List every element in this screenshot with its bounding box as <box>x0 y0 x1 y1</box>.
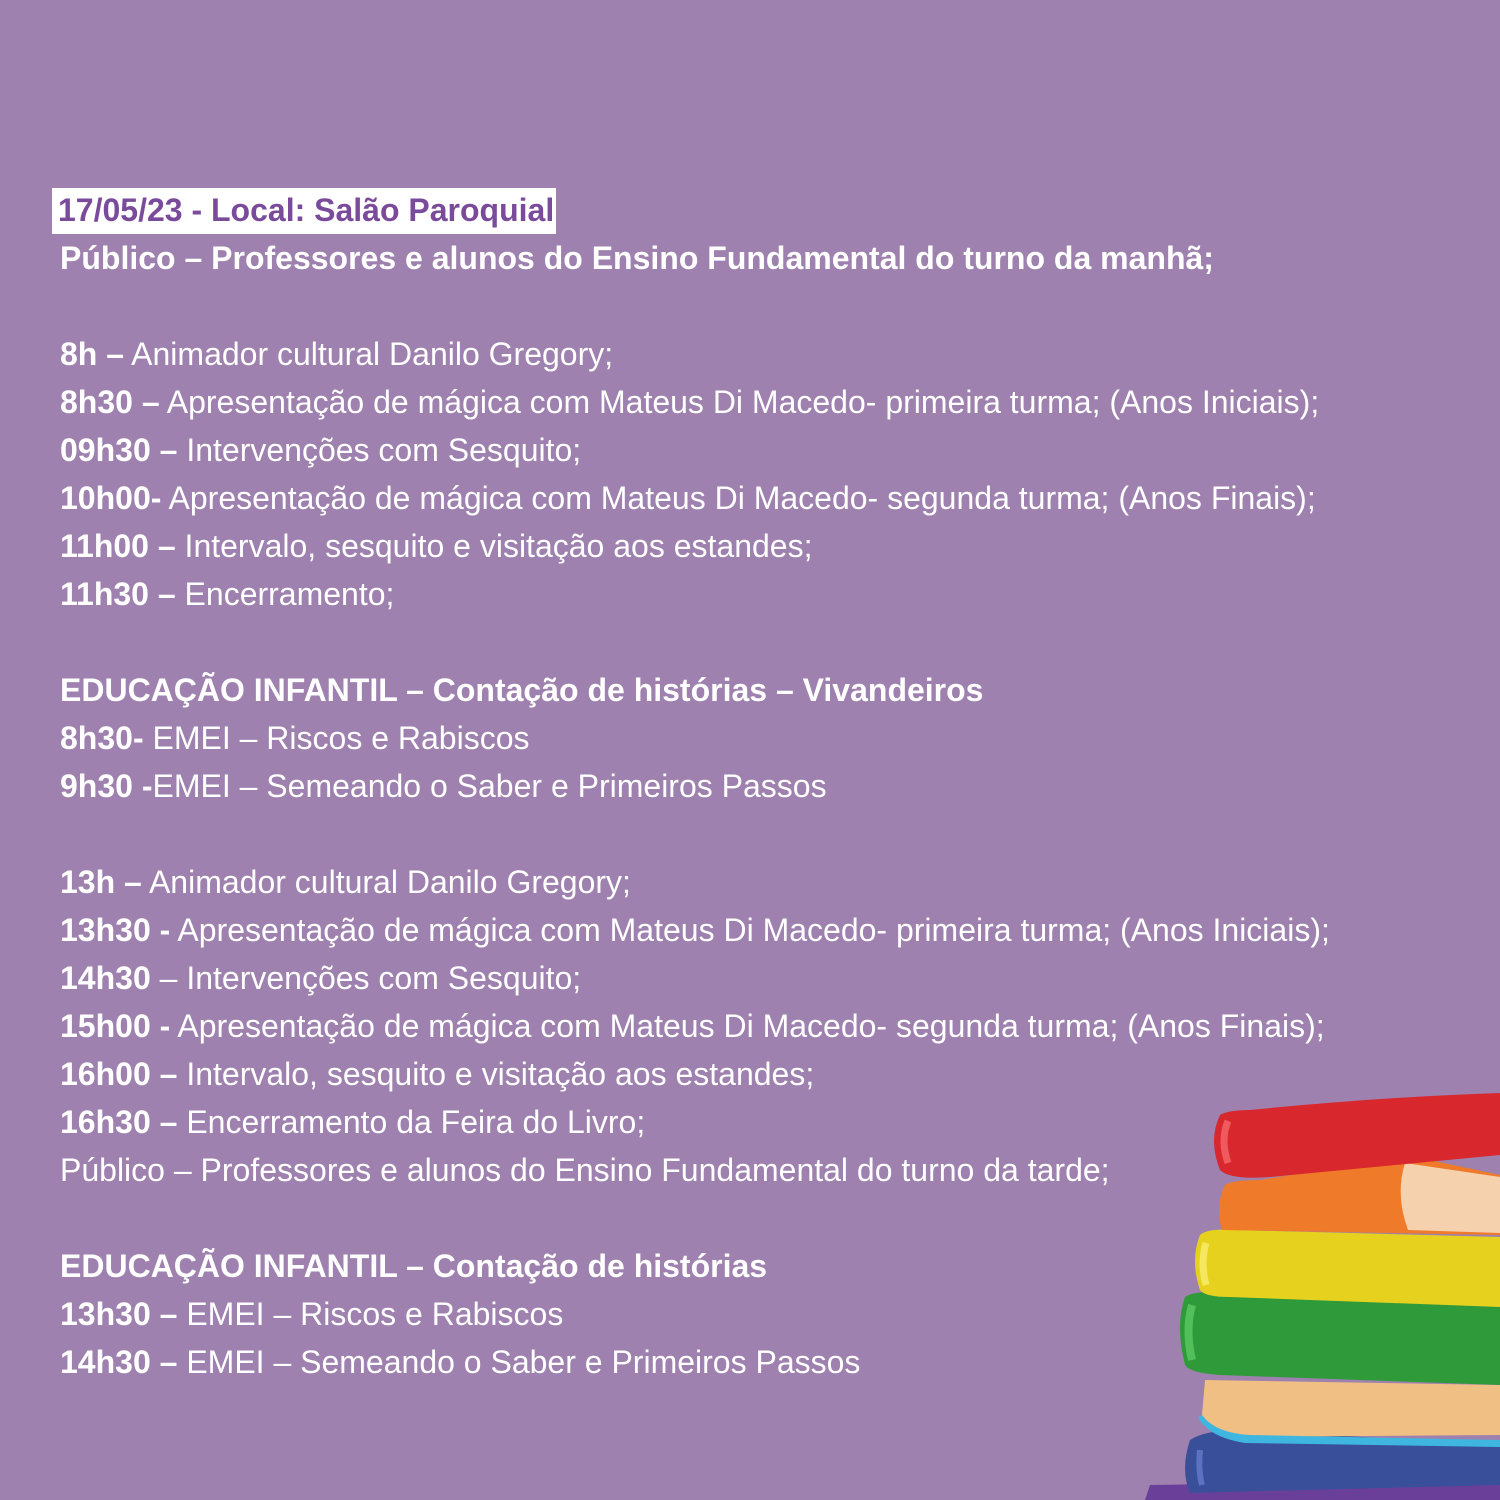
book-red-spine <box>1224 1121 1228 1163</box>
item-time: 10h00- <box>60 480 162 516</box>
book-green-spine <box>1189 1305 1193 1360</box>
infantil-manha-title: EDUCAÇÃO INFANTIL – Contação de histórias – Vivandeiros <box>60 672 984 708</box>
book-yellow <box>1195 1230 1500 1307</box>
book-blue-spine <box>1199 1450 1202 1485</box>
date-location-label: 17/05/23 - Local: Salão Paroquial <box>52 188 556 234</box>
item-time: 14h30 – <box>60 1344 178 1380</box>
spacer <box>60 810 1480 858</box>
item-text: Intervenções com Sesquito; <box>177 432 582 468</box>
item-time: 8h30 – <box>60 384 160 420</box>
schedule-item <box>60 954 1480 1002</box>
item-time: 16h00 – <box>60 1056 178 1092</box>
item-time: 09h30 – <box>60 432 178 468</box>
item-time: 16h30 – <box>60 1104 178 1140</box>
spacer <box>60 282 1480 330</box>
item-text: Apresentação de mágica com Mateus Di Macedo- primeira turma; (Anos Iniciais); <box>170 912 1330 948</box>
item-time: 13h30 – <box>60 1296 178 1332</box>
item-text: EMEI – Semeando o Saber e Primeiros Passos <box>177 1344 861 1380</box>
item-text: – Intervenções com Sesquito; <box>150 960 582 996</box>
item-time: 8h – <box>60 336 125 372</box>
item-time: 11h00 – <box>60 528 176 564</box>
item-time: 11h30 – <box>60 576 176 612</box>
item-text: Animador cultural Danilo Gregory; <box>124 336 614 372</box>
schedule-item <box>60 426 1480 474</box>
schedule-item <box>60 858 1480 906</box>
item-text: EMEI – Riscos e Rabiscos <box>143 720 530 756</box>
schedule-item <box>60 522 1480 570</box>
item-text: Encerramento; <box>175 576 395 612</box>
schedule-item <box>60 474 1480 522</box>
book-red <box>1214 1093 1500 1178</box>
item-text: Apresentação de mágica com Mateus Di Macedo- segunda turma; (Anos Finais); <box>161 480 1316 516</box>
item-text: EMEI – Semeando o Saber e Primeiros Passos <box>152 768 827 804</box>
book-yellow-spine <box>1203 1243 1206 1285</box>
item-time: 15h00 - <box>60 1008 171 1044</box>
item-text: Encerramento da Feira do Livro; <box>177 1104 646 1140</box>
book-stack-icon <box>1130 1085 1500 1500</box>
book-green <box>1180 1292 1500 1385</box>
book-peach <box>1202 1380 1500 1437</box>
item-text: Intervalo, sesquito e visitação aos estandes; <box>177 1056 815 1092</box>
schedule-item <box>60 906 1480 954</box>
schedule-item <box>60 378 1480 426</box>
item-text: Apresentação de mágica com Mateus Di Macedo- primeira turma; (Anos Iniciais); <box>159 384 1320 420</box>
item-time: 8h30- <box>60 720 144 756</box>
schedule-item <box>60 570 1480 618</box>
item-time: 13h30 - <box>60 912 171 948</box>
item-time: 14h30 <box>60 960 151 996</box>
schedule-item <box>60 714 1480 762</box>
item-time: 13h – <box>60 864 142 900</box>
publico-manha: Público – Professores e alunos do Ensino Fundamental do turno da manhã; <box>60 240 1214 276</box>
schedule-item <box>60 1002 1480 1050</box>
item-text: Intervalo, sesquito e visitação aos estandes; <box>175 528 813 564</box>
date-location-line <box>60 186 1480 234</box>
item-text: Animador cultural Danilo Gregory; <box>141 864 631 900</box>
spacer <box>60 618 1480 666</box>
schedule-item <box>60 330 1480 378</box>
publico-tarde: Público – Professores e alunos do Ensino Fundamental do turno da tarde; <box>60 1152 1110 1188</box>
infantil-tarde-title: EDUCAÇÃO INFANTIL – Contação de histórias <box>60 1248 768 1284</box>
item-text: Apresentação de mágica com Mateus Di Macedo- segunda turma; (Anos Finais); <box>170 1008 1325 1044</box>
item-text: EMEI – Riscos e Rabiscos <box>177 1296 564 1332</box>
item-time: 9h30 - <box>60 768 153 804</box>
schedule-item <box>60 762 1480 810</box>
